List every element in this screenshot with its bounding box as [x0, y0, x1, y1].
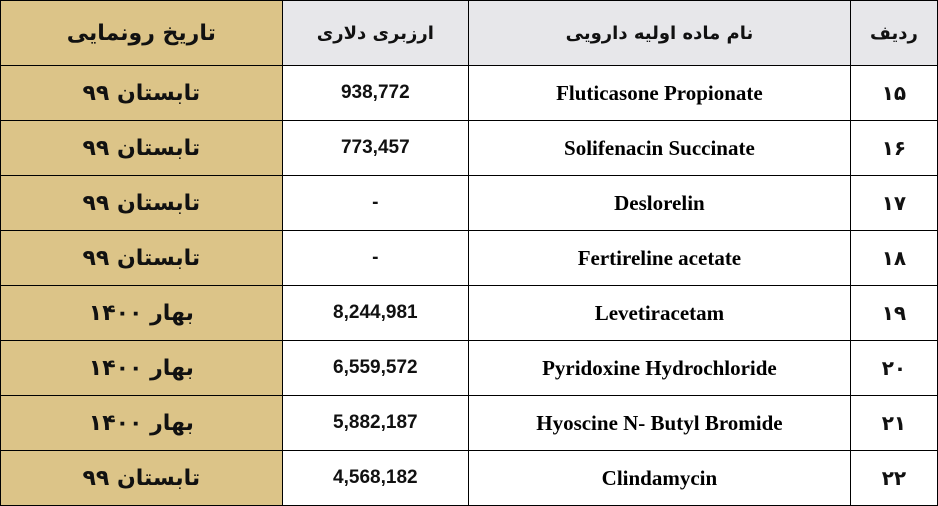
header-value: ارزبری دلاری	[282, 1, 468, 66]
table-row	[1, 176, 938, 231]
header-date: تاریخ رونمایی	[1, 1, 283, 66]
row-date: تابستان ۹۹	[1, 121, 283, 176]
row-index: ۱۵	[850, 66, 937, 121]
row-index: ۱۷	[850, 176, 937, 231]
row-value: 8,244,981	[282, 286, 468, 341]
row-value: 938,772	[282, 66, 468, 121]
header-name: نام ماده اولیه دارویی	[469, 1, 851, 66]
table-row	[1, 231, 938, 286]
row-name: Deslorelin	[469, 176, 851, 231]
table-row	[1, 341, 938, 396]
row-value: -	[282, 231, 468, 286]
row-value: 5,882,187	[282, 396, 468, 451]
row-index: ۱۸	[850, 231, 937, 286]
row-date: تابستان ۹۹	[1, 231, 283, 286]
row-index: ۱۹	[850, 286, 937, 341]
table-row	[1, 286, 938, 341]
row-date: بهار ۱۴۰۰	[1, 286, 283, 341]
row-name: Fluticasone Propionate	[469, 66, 851, 121]
row-value: 6,559,572	[282, 341, 468, 396]
row-value: 4,568,182	[282, 451, 468, 506]
table-row	[1, 396, 938, 451]
row-date: بهار ۱۴۰۰	[1, 396, 283, 451]
row-index: ۱۶	[850, 121, 937, 176]
row-value: -	[282, 176, 468, 231]
table-row	[1, 451, 938, 506]
row-date: تابستان ۹۹	[1, 451, 283, 506]
row-name: Levetiracetam	[469, 286, 851, 341]
row-name: Clindamycin	[469, 451, 851, 506]
row-name: Pyridoxine Hydrochloride	[469, 341, 851, 396]
row-date: تابستان ۹۹	[1, 176, 283, 231]
row-date: تابستان ۹۹	[1, 66, 283, 121]
table-header-row	[1, 1, 938, 66]
row-name: Hyoscine N- Butyl Bromide	[469, 396, 851, 451]
row-name: Solifenacin Succinate	[469, 121, 851, 176]
row-name: Fertireline acetate	[469, 231, 851, 286]
row-index: ۲۲	[850, 451, 937, 506]
table-row	[1, 121, 938, 176]
table-row	[1, 66, 938, 121]
row-index: ۲۱	[850, 396, 937, 451]
header-index: ردیف	[850, 1, 937, 66]
row-index: ۲۰	[850, 341, 937, 396]
row-date: بهار ۱۴۰۰	[1, 341, 283, 396]
row-value: 773,457	[282, 121, 468, 176]
